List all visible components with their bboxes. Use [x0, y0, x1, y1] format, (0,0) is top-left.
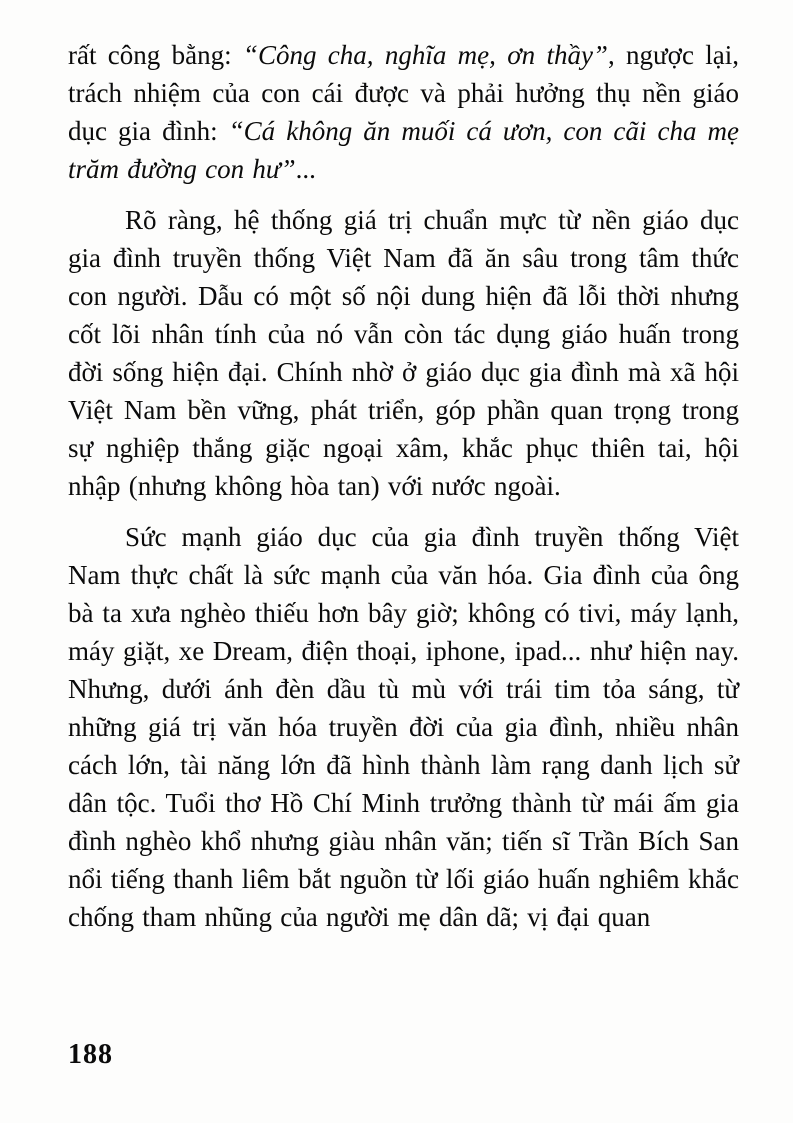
text-segment: Rõ ràng, hệ thống giá trị chuẩn mực từ nền giáo dục gia đình truyền thống Việt Nam đã ăn sâu trong tâm thức con người. Dẫu có một số nội dung hiện đã lỗi thời nhưng cốt lõi nhân tính của nó vẫn còn tác dụng giáo huấn trong đời sống hiện đại. Chính nhờ ở giáo dục gia đình mà xã hội Việt Nam bền vững, phát triển, góp phần quan trọng trong sự nghiệp thắng giặc ngoại xâm, khắc phục thiên tai, hội nhập (nhưng không hòa tan) với nước ngoài.	[68, 205, 739, 501]
paragraph	[68, 36, 739, 188]
quoted-proverb: “Cá không ăn muối cá ươn, con cãi cha mẹ trăm đường con hư”	[68, 116, 739, 184]
text-segment: ...	[295, 154, 316, 184]
text-segment: , ngược lại, trách nhiệm của con cái được và phải hưởng thụ nền giáo dục gia đình:	[68, 40, 739, 146]
text-segment: rất công bằng:	[68, 40, 243, 70]
paragraph	[68, 518, 739, 936]
page-number: 188	[68, 1039, 113, 1070]
text-segment: Sức mạnh giáo dục của gia đình truyền thống Việt Nam thực chất là sức mạnh của văn hóa. Gia đình của ông bà ta xưa nghèo thiếu hơn bây giờ; không có tivi, máy lạnh, máy giặt, xe Dream, điện thoại, iphone, ipad... như hiện nay. Nhưng, dưới ánh đèn dầu tù mù với trái tim tỏa sáng, từ những giá trị văn hóa truyền đời của gia đình, nhiều nhân cách lớn, tài năng lớn đã hình thành làm rạng danh lịch sử dân tộc. Tuổi thơ Hồ Chí Minh trưởng thành từ mái ấm gia đình nghèo khổ nhưng giàu nhân văn; tiến sĩ Trần Bích San nổi tiếng thanh liêm bắt nguồn từ lối giáo huấn nghiêm khắc chống tham nhũng của người mẹ dân dã; vị đại quan	[68, 522, 739, 932]
page-text	[68, 36, 739, 949]
quoted-proverb: “Công cha, nghĩa mẹ, ơn thầy”	[242, 40, 608, 70]
paragraph	[68, 201, 739, 505]
